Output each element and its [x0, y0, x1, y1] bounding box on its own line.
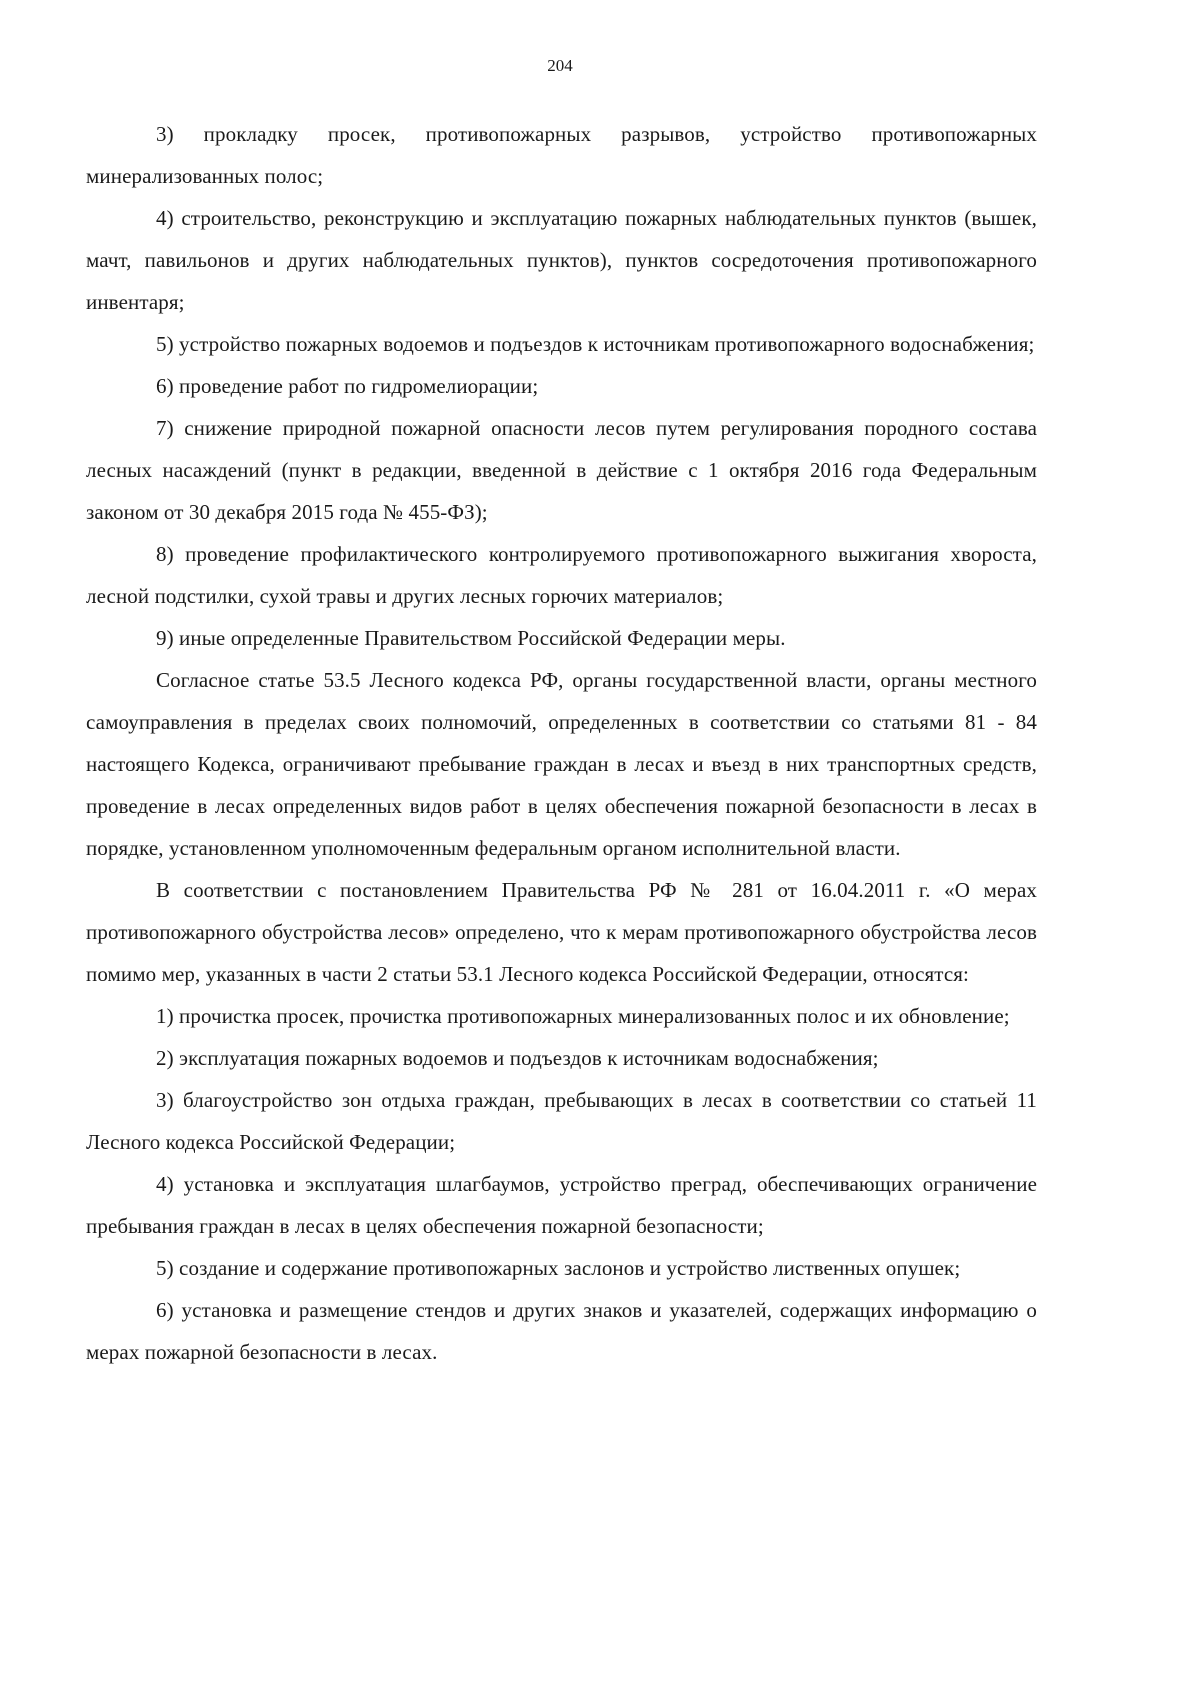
measure-item-2-reservoir-operation: 2) эксплуатация пожарных водоемов и подъездов к источникам водоснабжения; — [156, 1046, 879, 1070]
list-item-9-other-measures: 9) иные определенные Правительством Российской Федерации меры. — [156, 626, 786, 650]
list-item-5-water-reservoirs: 5) устройство пожарных водоемов и подъездов к источникам противопожарного водоснабжения; — [156, 332, 1035, 356]
list-item-4-observation-points: 4) строительство, реконструкцию и эксплуатацию пожарных наблюдательных пунктов (вышек, мачт, павильонов и других наблюдательных пунктов), пунктов сосредоточения противопожарного инвентаря; — [86, 206, 1037, 314]
page-number: 204 — [547, 56, 573, 75]
paragraph-article-53-5: Согласное статье 53.5 Лесного кодекса РФ, органы государственной власти, органы местного самоуправления в пределах своих полномочий, определенных в соответствии со статьями 81 - 84 настоящего Кодекса, ограничивают пребывание граждан в лесах и въезд в них транспортных средств, проведение в лесах определенных видов работ в целях обеспечения пожарной безопасности в лесах в порядке, установленном уполномоченным федеральным органом исполнительной власти. — [86, 668, 1037, 860]
measure-item-5-fire-screens: 5) создание и содержание противопожарных заслонов и устройство лиственных опушек; — [156, 1256, 961, 1280]
measure-item-4-barriers: 4) установка и эксплуатация шлагбаумов, устройство преград, обеспечивающих ограничение пребывания граждан в лесах в целях обеспечения пожарной безопасности; — [86, 1172, 1037, 1238]
list-item-6-hydromelioration: 6) проведение работ по гидромелиорации; — [156, 374, 539, 398]
measure-item-1-clearing: 1) прочистка просек, прочистка противопожарных минерализованных полос и их обновление; — [156, 1004, 1010, 1028]
measure-item-6-information-stands: 6) установка и размещение стендов и других знаков и указателей, содержащих информацию о мерах пожарной безопасности в лесах. — [86, 1298, 1037, 1364]
measure-item-3-recreation-zones: 3) благоустройство зон отдыха граждан, пребывающих в лесах в соответствии со статьей 11 Лесного кодекса Российской Федерации; — [86, 1088, 1037, 1154]
list-item-3-clearings: 3) прокладку просек, противопожарных разрывов, устройство противопожарных минерализованных полос; — [86, 122, 1037, 188]
list-item-8-controlled-burning: 8) проведение профилактического контролируемого противопожарного выжигания хвороста, лесной подстилки, сухой травы и других лесных горючих материалов; — [86, 542, 1037, 608]
list-item-7-fire-hazard-reduction: 7) снижение природной пожарной опасности лесов путем регулирования породного состава лесных насаждений (пункт в редакции, введенной в действие с 1 октября 2016 года Федеральным законом от 30 декабря 2015 года № 455-ФЗ); — [86, 416, 1037, 524]
paragraph-resolution-281: В соответствии с постановлением Правительства РФ № 281 от 16.04.2011 г. «О мерах противопожарного обустройства лесов» определено, что к мерам противопожарного обустройства лесов помимо мер, указанных в части 2 статьи 53.1 Лесного кодекса Российской Федерации, относятся: — [86, 878, 1037, 986]
document-body — [86, 113, 1037, 1373]
